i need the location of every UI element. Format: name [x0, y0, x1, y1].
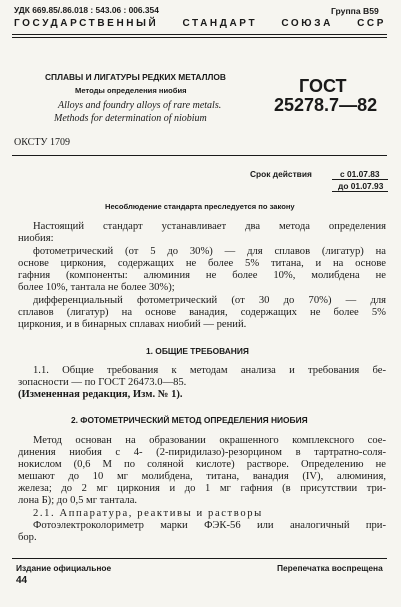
section-1-line: 1.1. Общие требования к методам анализа и требования бе-	[33, 365, 386, 376]
equipment-line: бор.	[18, 532, 37, 543]
validity-label: Срок действия	[250, 169, 312, 179]
equipment-line: Фотоэлектроколориметр марки ФЭК-56 или аналогичный при-	[33, 520, 386, 531]
standard-title: СПЛАВЫ И ЛИГАТУРЫ РЕДКИХ МЕТАЛЛОВ	[45, 72, 226, 82]
intro-line: фотометрический (от 5 до 30%) — для сплавов (лигатур) на	[33, 246, 386, 257]
section-1-line: зопасности — по ГОСТ 26473.0—85.	[18, 377, 187, 388]
intro-line: дифференциальный фотометрический (от 30 до 70%) — для	[33, 295, 386, 306]
header-rule-top	[12, 34, 387, 35]
validity-rule	[332, 179, 388, 180]
group-code: Группа В59	[331, 6, 379, 16]
validity-rule-2	[332, 191, 388, 192]
title-english-1: Alloys and foundry alloys of rare metals.	[58, 100, 222, 111]
section-2-line: нокислом (0,6 М по соляной кислоте) растворе. Определению не	[18, 459, 386, 470]
standard-subtitle: Методы определения ниобия	[75, 86, 187, 95]
intro-line: ниобия:	[18, 233, 54, 244]
validity-to: до 01.07.93	[338, 181, 384, 191]
reprint-notice: Перепечатка воспрещена	[277, 563, 383, 573]
intro-line: основе циркония, содержащих не более 5% титана, и на основе	[18, 258, 386, 269]
intro-line: сплавов (лигатур) на основе ванадия, содержащих не более 5%	[18, 307, 386, 318]
prosecution-notice: Несоблюдение стандарта преследуется по закону	[105, 202, 295, 211]
intro-line: Настоящий стандарт устанавливает два метода определения	[33, 221, 386, 232]
udc-code: УДК 669.85/.86.018 : 543.06 : 006.354	[14, 5, 159, 15]
title-english-2: Methods for determination of niobium	[54, 113, 207, 124]
section-2-line: мешают до 10 мг молибдена, титана, ванадия (IV), алюминия,	[18, 471, 386, 482]
section-2-line: лона Б); до 0,5 мг тантала.	[18, 495, 138, 506]
title-block-rule	[12, 155, 387, 156]
okstu-code: ОКСТУ 1709	[14, 137, 71, 148]
subsection-2-1: 2.1. Аппаратура, реактивы и растворы	[33, 508, 263, 519]
header-rule-bottom	[12, 37, 387, 38]
intro-line: более 10%, тантала не более 30%);	[18, 282, 175, 293]
section-2-line: динения ниобия с 4- (2-пиридилазо)-резорцином в тартратно-соля-	[18, 447, 386, 458]
official-edition: Издание официальное	[16, 563, 112, 573]
validity-from: с 01.07.83	[340, 169, 380, 179]
state-standard-heading: ГОСУДАРСТВЕННЫЙ СТАНДАРТ СОЮЗА ССР	[14, 18, 386, 29]
gost-label: ГОСТ	[299, 76, 347, 96]
intro-line: гафния (компоненты: алюминия не более 10%, молибдена не	[18, 270, 386, 281]
section-1-heading: 1. ОБЩИЕ ТРЕБОВАНИЯ	[146, 346, 249, 356]
page-number: 44	[16, 575, 28, 586]
intro-line: циркония, и в бинарных сплавах ниобий — рений.	[18, 319, 247, 330]
section-2-heading: 2. ФОТОМЕТРИЧЕСКИЙ МЕТОД ОПРЕДЕЛЕНИЯ НИОБИЯ	[71, 415, 308, 425]
section-1-edition: (Измененная редакция, Изм. № 1).	[18, 389, 183, 400]
section-2-line: Метод основан на образовании окрашенного комплексного сое-	[33, 435, 386, 446]
section-2-line: железа; до 2 мг циркония и до 1 мг гафния (в присутствии три-	[18, 483, 386, 494]
footer-rule	[12, 558, 387, 559]
gost-number: 25278.7—82	[274, 95, 378, 115]
